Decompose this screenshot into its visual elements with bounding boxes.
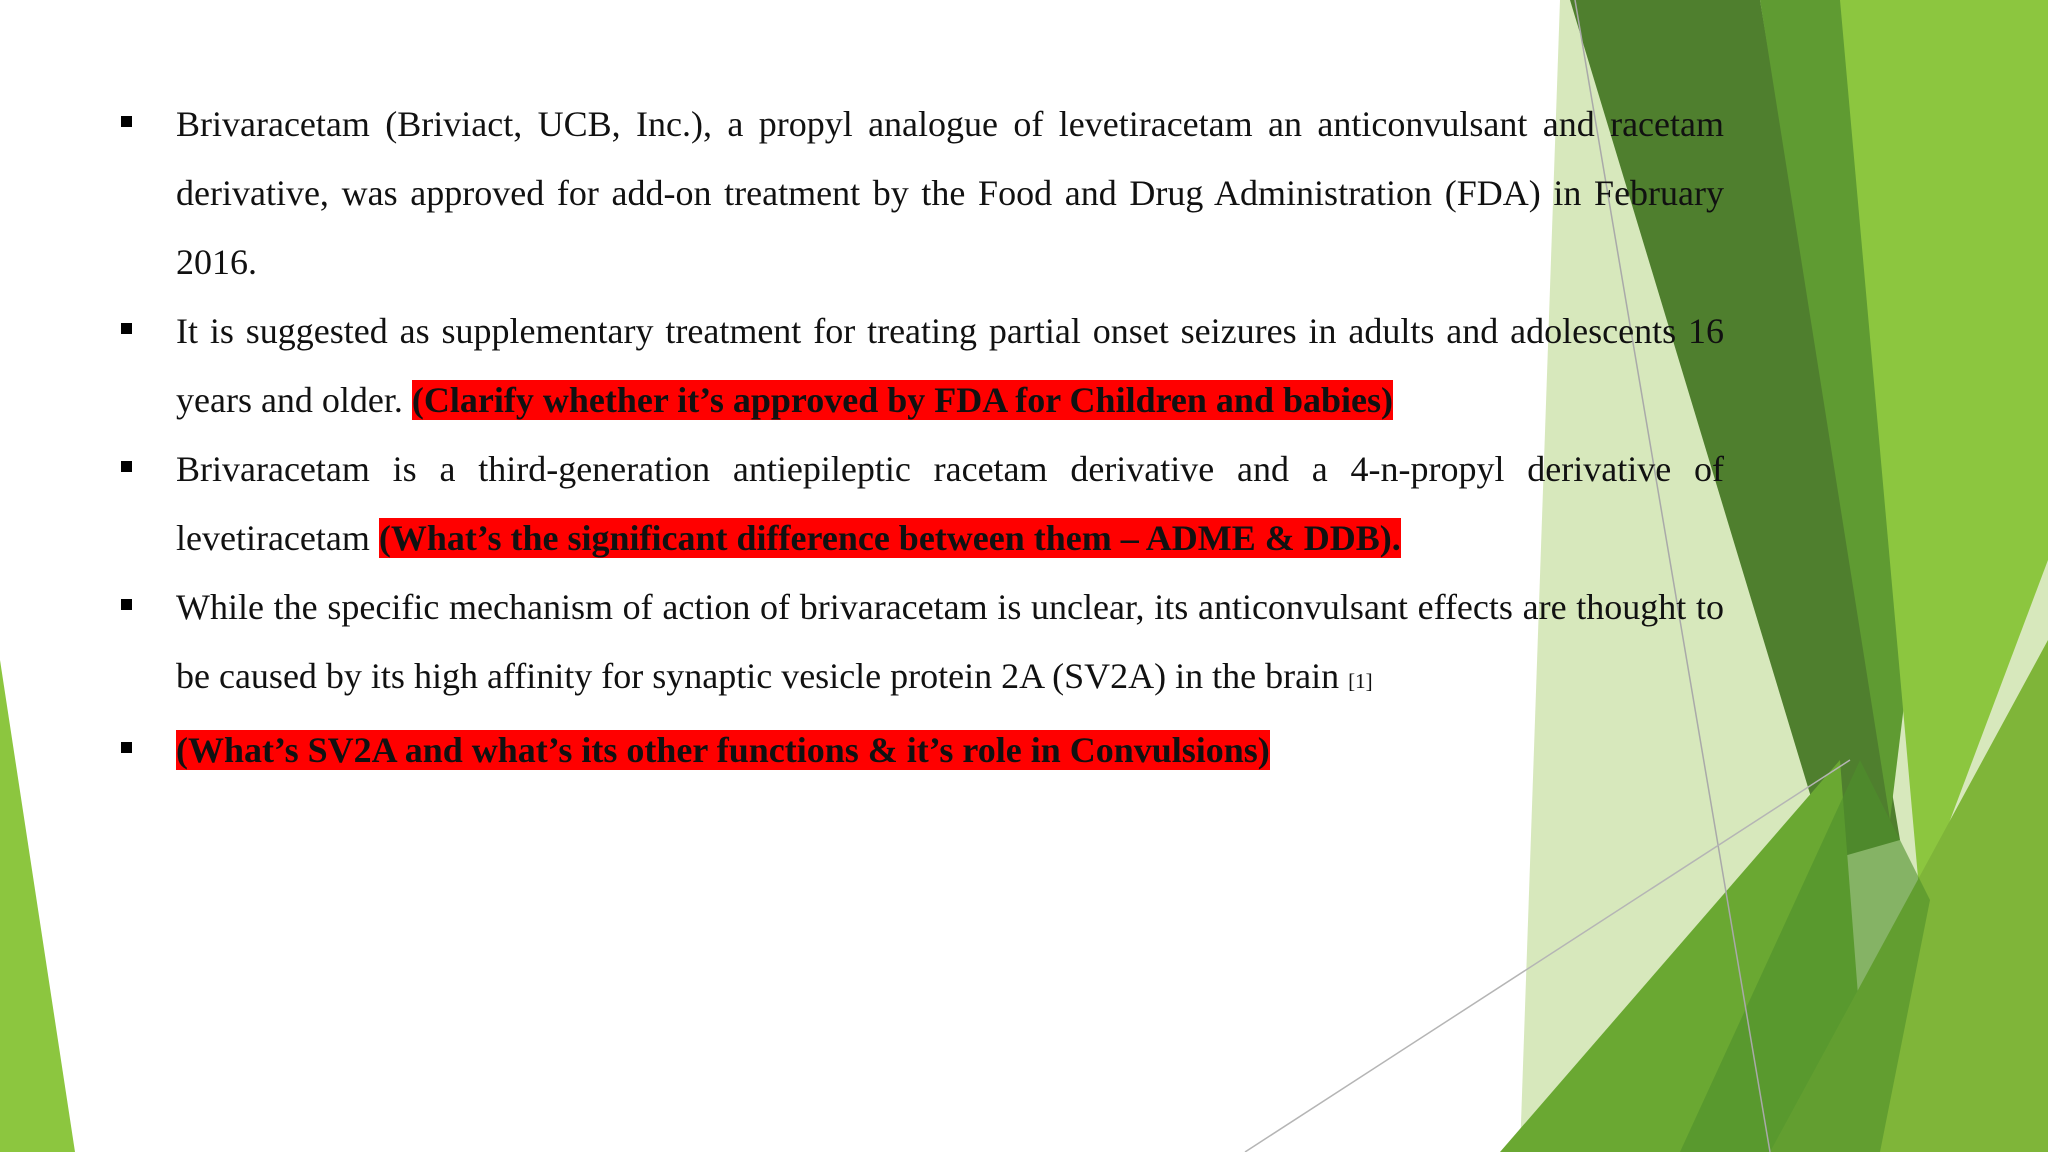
square-bullet-icon [121, 323, 132, 334]
bullet-item [112, 435, 1724, 573]
bullet-item [112, 297, 1724, 435]
bullet-text: Brivaracetam is a third-generation antiepileptic racetam derivative and a 4-n-propyl derivative of levetiracetam [176, 449, 1724, 558]
square-bullet-icon [121, 599, 132, 610]
reference-marker: [1] [1348, 669, 1373, 693]
bullet-text: It is suggested as supplementary treatment for treating partial onset seizures in adults and adolescents 16 years and older. [176, 311, 1724, 420]
bullet-item [112, 716, 1724, 785]
highlighted-comment: (What’s the significant difference between them – ADME & DDB). [378, 518, 1401, 558]
highlighted-comment: (What’s SV2A and what’s its other functions & it’s role in Convulsions) [176, 730, 1270, 770]
bullet-list [112, 90, 1724, 785]
left-green-sliver [0, 660, 75, 1152]
bullet-text: While the specific mechanism of action of brivaracetam is unclear, its anticonvulsant effects are thought to be caused by its high affinity for synaptic vesicle protein 2A (SV2A) in the brain [176, 587, 1724, 696]
bullet-text: Brivaracetam (Briviact, UCB, Inc.), a propyl analogue of levetiracetam an anticonvulsant and racetam derivative, was approved for add-on treatment by the Food and Drug Administration (FDA) in February 2016. [176, 104, 1724, 282]
bullet-item [112, 573, 1724, 716]
bullet-item [112, 90, 1724, 297]
square-bullet-icon [121, 461, 132, 472]
slide-content [112, 90, 1724, 785]
square-bullet-icon [121, 116, 132, 127]
highlighted-comment: (Clarify whether it’s approved by FDA for Children and babies) [411, 380, 1393, 420]
square-bullet-icon [121, 742, 132, 753]
